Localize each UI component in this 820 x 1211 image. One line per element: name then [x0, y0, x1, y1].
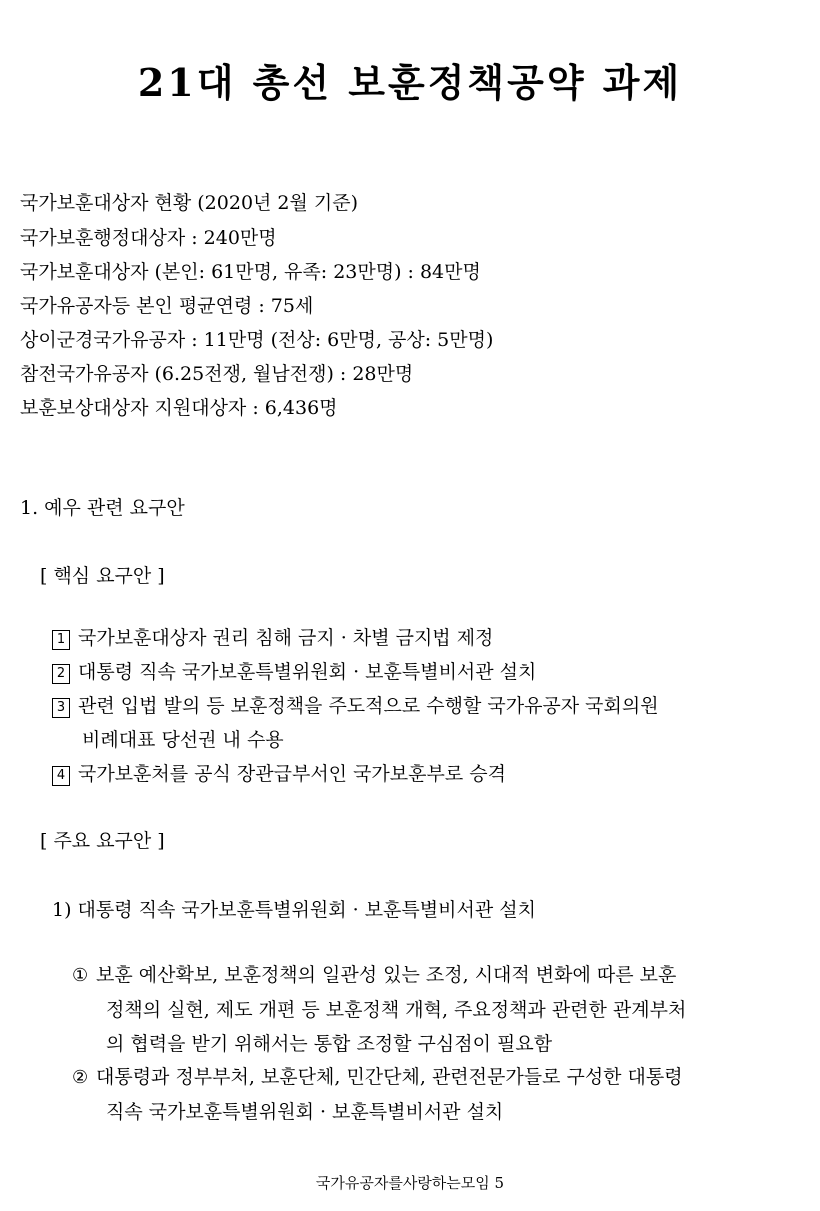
stat-line: 국가보훈대상자 (본인: 61만명, 유족: 23만명) : 84만명 [20, 261, 481, 283]
core-item-text: 국가보훈대상자 권리 침해 금지 · 차별 금지법 제정 [78, 627, 494, 649]
stat-line: 상이군경국가유공자 : 11만명 (전상: 6만명, 공상: 5만명) [20, 329, 494, 351]
core-item [52, 757, 802, 791]
circled-item-continuation: 직속 국가보훈특별위원회 · 보훈특별비서관 설치 [106, 1101, 504, 1123]
circled-number: ② [72, 1067, 89, 1088]
core-item-continuation: 비례대표 당선권 내 수용 [82, 729, 284, 751]
boxed-number: 3 [52, 698, 70, 718]
core-requests-heading: [ 핵심 요구안 ] [40, 565, 165, 587]
circled-number: ① [72, 965, 89, 986]
boxed-number: 1 [52, 630, 70, 650]
core-item [52, 655, 802, 689]
core-item-text: 국가보훈처를 공식 장관급부서인 국가보훈부로 승격 [78, 763, 506, 785]
stat-line: 참전국가유공자 (6.25전쟁, 월남전쟁) : 28만명 [20, 363, 414, 385]
main-requests-heading: [ 주요 요구안 ] [40, 830, 165, 852]
stat-line: 국가유공자등 본인 평균연령 : 75세 [20, 295, 314, 317]
page-title: 21대 총선 보훈정책공약 과제 [137, 60, 683, 105]
core-item [52, 689, 802, 757]
circled-item-continuation: 의 협력을 받기 위해서는 통합 조정할 구심점이 필요함 [106, 1033, 553, 1055]
core-item-text: 대통령 직속 국가보훈특별위원회 · 보훈특별비서관 설치 [78, 661, 537, 683]
core-item-text: 관련 입법 발의 등 보훈정책을 주도적으로 수행할 국가유공자 국회의원 [78, 695, 659, 717]
page-footer: 국가유공자를사랑하는모임 5 [315, 1174, 505, 1192]
circled-item-continuation: 정책의 실현, 제도 개편 등 보훈정책 개혁, 주요정책과 관련한 관계부처 [106, 999, 687, 1021]
section-heading: 1. 예우 관련 요구안 [20, 497, 185, 519]
circled-item [72, 1060, 802, 1129]
circled-item-text: 대통령과 정부부처, 보훈단체, 민간단체, 관련전문가들로 구성한 대통령 [96, 1066, 683, 1088]
circled-item-text: 보훈 예산확보, 보훈정책의 일관성 있는 조정, 시대적 변화에 따른 보훈 [96, 964, 677, 986]
boxed-number: 4 [52, 766, 70, 786]
stat-line: 국가보훈행정대상자 : 240만명 [20, 227, 277, 249]
stat-line: 국가보훈대상자 현황 (2020년 2월 기준) [20, 192, 359, 214]
stat-line: 보훈보상대상자 지원대상자 : 6,436명 [20, 397, 338, 419]
boxed-number: 2 [52, 664, 70, 684]
core-item [52, 621, 802, 655]
sub-heading: 1) 대통령 직속 국가보훈특별위원회 · 보훈특별비서관 설치 [52, 899, 536, 921]
circled-item [72, 958, 802, 1061]
